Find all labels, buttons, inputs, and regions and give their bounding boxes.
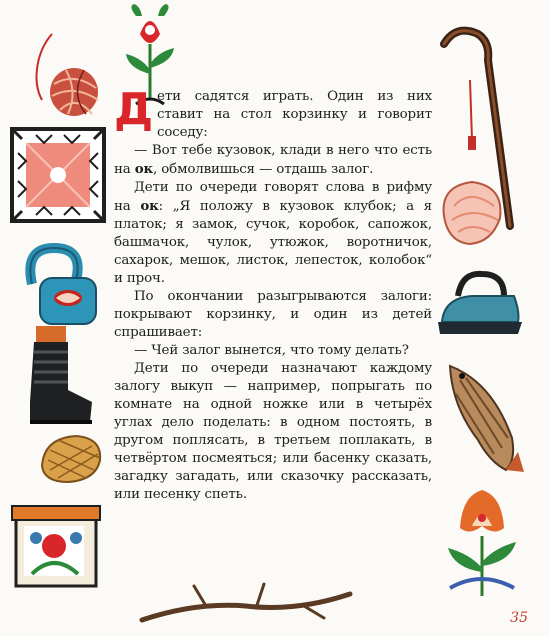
paragraph-rhyme: Дети по очереди говорят слова в рифму на ок: „Я положу в кузовок клубок; а я платок; я замок, сучок, коробок, сапожок, башмачок, чулок, утюжок, воротничок, сахарок, мешок, листок, лепесток, колобок“ и проч. xyxy=(114,180,432,286)
tulip-ornament-icon xyxy=(432,476,532,604)
paragraph-ransom: Дети по очереди назначают каждому залогу выкуп — например, попрыгать по комнате на одной ножке или в четырёх углах дело поделать: в одном постоять, в другом поплясать, в третьем поплакать, в четвёртом посмеяться; или басенку сказать, загадку загадать, или сказочку рассказать, или песенку спеть. xyxy=(114,361,432,502)
paragraph-question: — Чей залог вынется, что тому делать? xyxy=(134,343,409,358)
flat-iron-icon xyxy=(432,262,528,346)
fish-icon xyxy=(432,352,532,476)
padlock-icon xyxy=(10,240,106,330)
yarn-ball-icon xyxy=(26,22,106,122)
bast-shoe-icon xyxy=(36,424,106,488)
branch-icon xyxy=(136,572,358,630)
page-number: 35 xyxy=(510,610,528,626)
paragraph-intro: Дети садятся играть. Один из них ставит на стол корзинку и говорит соседу: xyxy=(114,84,432,140)
painted-box-icon xyxy=(8,486,106,594)
boot-icon xyxy=(16,318,98,430)
story-text xyxy=(114,84,432,504)
shell-icon xyxy=(434,176,510,250)
drop-cap: Д xyxy=(114,84,154,135)
paragraph-forfeits: По окончании разыгрываются залоги: покрывают корзинку, и один из детей спрашивает: xyxy=(114,289,432,340)
kerchief-icon xyxy=(6,123,110,227)
paragraph-speech: — Вот тебе кузовок, клади в него что есть на ок, обмолвишься — отдашь залог. xyxy=(114,143,432,177)
